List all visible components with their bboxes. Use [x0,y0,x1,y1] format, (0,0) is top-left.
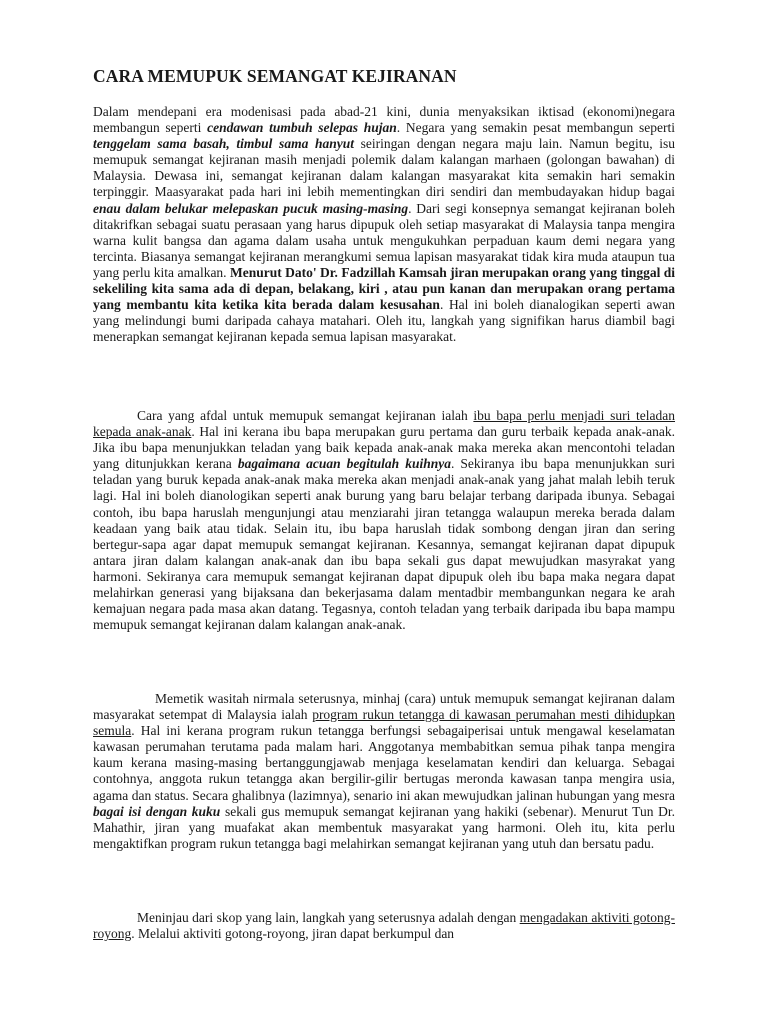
paragraph-introduction [93,104,675,345]
peribahasa-emphasis: bagai isi dengan kuku [93,803,221,819]
text-run: Dalam mendepani era modenisasi pada abad-21 kini, dunia menyaksikan iktisad (ekonomi)negara membangun seperti [93,104,675,136]
paragraph-point-1 [93,408,675,633]
text-run: Cara yang afdal untuk memupuk semangat kejiranan ialah [137,408,474,423]
text-run: . Dari segi konsepnya semangat kejiranan boleh ditakrifkan sebagai suatu perasaan yang harus dipupuk oleh setiap masyarakat di Malaysia tanpa mengira warna kulit bangsa dan agama dalam usaha untuk mengukuhkan perpaduan kaum demi negara yang tercinta. Biasanya semangat kejiranan merangkumi semua lapisan masyarakat tidak kira muda ataupun tua yang perlu kita amalkan. [93,200,675,280]
peribahasa-emphasis: enau dalam belukar melepaskan pucuk masing-masing [93,200,409,216]
peribahasa-emphasis: bagaimana acuan begitulah kuihnya [237,456,451,472]
main-idea-underlined: mengadakan aktiviti gotong-royong [93,910,675,942]
text-run: Meninjau dari skop yang lain, langkah yang seterusnya adalah dengan [137,910,520,925]
peribahasa-emphasis: cendawan tumbuh selepas hujan [207,120,397,136]
text-run: seiringan dengan negara maju lain. Namun begitu, isu memupuk semangat kejiranan masih menjadi polemik dalam kalangan marhaen (golongan bawahan) di Malaysia. Dewasa ini, semangat kejiranan dalam kalangan masyarakat kita semakin hari semakin terpinggir. Maasyarakat pada hari ini lebih mementingkan diri sendiri dan membudayakan hidup bagai [93,136,675,200]
text-run: . Hal ini boleh dianalogikan seperti awan yang melindungi bumi daripada cahaya matahari. Oleh itu, langkah yang signifikan harus diambil bagi menerapkan semangat kejiranan kepada semua lapisan masyarakat. [93,297,675,345]
main-idea-underlined: program rukun tetangga di kawasan perumahan mesti dihidupkan semula [93,707,675,739]
main-idea-underlined: ibu bapa perlu menjadi suri teladan kepada anak-anak [93,408,676,440]
text-run: . Negara yang semakin pesat membangun seperti [396,120,675,136]
document-title: CARA MEMUPUK SEMANGAT KEJIRANAN [93,66,457,86]
text-run: sekali gus memupuk semangat kejiranan yang hakiki (sebenar). Menurut Tun Dr. Mahathir, jiran yang muafakat akan membentuk masyarakat yang harmoni. Oleh itu, kita perlu mengaktifkan program rukun tetangga bagi melahirkan semangat kejiranan yang utuh dan bersatu padu. [93,803,675,851]
text-run: . Melalui aktiviti gotong-royong, jiran dapat berkumpul dan [131,926,455,942]
peribahasa-emphasis: tenggelam sama basah, timbul sama hanyut [93,136,354,152]
paragraph-point-3 [93,910,675,942]
paragraph-point-2 [93,691,675,852]
text-run: Memetik wasitah nirmala seterusnya, minhaj (cara) untuk memupuk semangat kejiranan dalam masyarakat setempat di Malaysia ialah [93,691,675,723]
quote-emphasis: Menurut Dato' Dr. Fadzillah Kamsah jiran merupakan orang yang tinggal di sekeliling kita sama ada di depan, belakang, kiri , atau pun kanan dan merupakan orang pertama yang membantu kita ketika kita berada dalam kesusahan [93,264,675,313]
text-run: . Hal ini kerana ibu bapa merupakan guru pertama dan guru terbaik kepada anak-anak. Jika ibu bapa menunjukkan teladan yang baik kepada anak-anak maka mereka akan mencontohi teladan yang ditunjukkan kerana [93,424,675,472]
text-run: . Sekiranya ibu bapa menunjukkan suri teladan yang buruk kepada anak-anak maka mereka akan menjadi anak-anak yang jahat malah lebih teruk lagi. Hal ini boleh dianologikan seperti anak burung yang baru belajar terbang daripada ibunya. Sebagai contoh, ibu bapa haruslah mengunjungi atau menziarahi jiran tetangga walaupun mereka berada dalam keadaan yang baik atau tidak. Selain itu, ibu bapa haruslah tidak sombong dengan jiran dan sering bertegur-sapa agar dapat memupuk semangat kejiranan. Kesannya, semangat kejiranan dapat dipupuk antara jiran dalam kalangan anak-anak dan ibu bapa sekali gus dapat mewujudkan masyrakat yang harmoni. Sekiranya cara memupuk semangat kejiranan dapat dipupuk oleh ibu bapa maka negara dapat melahirkan generasi yang bijaksana dan bekerjasama dalam mentadbir membangunkan negara ke arah kemajuan negara pada masa akan datang. Tegasnya, contoh teladan yang terbaik daripada ibu bapa mampu memupuk semangat kejiranan dalam kalangan anak-anak. [93,456,675,633]
text-run: . Hal ini kerana program rukun tetangga berfungsi sebagaiperisai untuk mengawal keselamatan kawasan perumahan terutama pada malam hari. Anggotanya membabitkan semua pihak tanpa mengira kaum kerana masing-masing bertanggungjawab menjaga keselamatan kendiri dan keluarga. Sebagai contohnya, anggota rukun tetangga akan bergilir-gilir bertugas meronda kawasan tanpa mengira usia, agama dan status. Secara ghalibnya (lazimnya), senario ini akan mewujudkan jalinan hubungan yang mesra [93,723,675,803]
